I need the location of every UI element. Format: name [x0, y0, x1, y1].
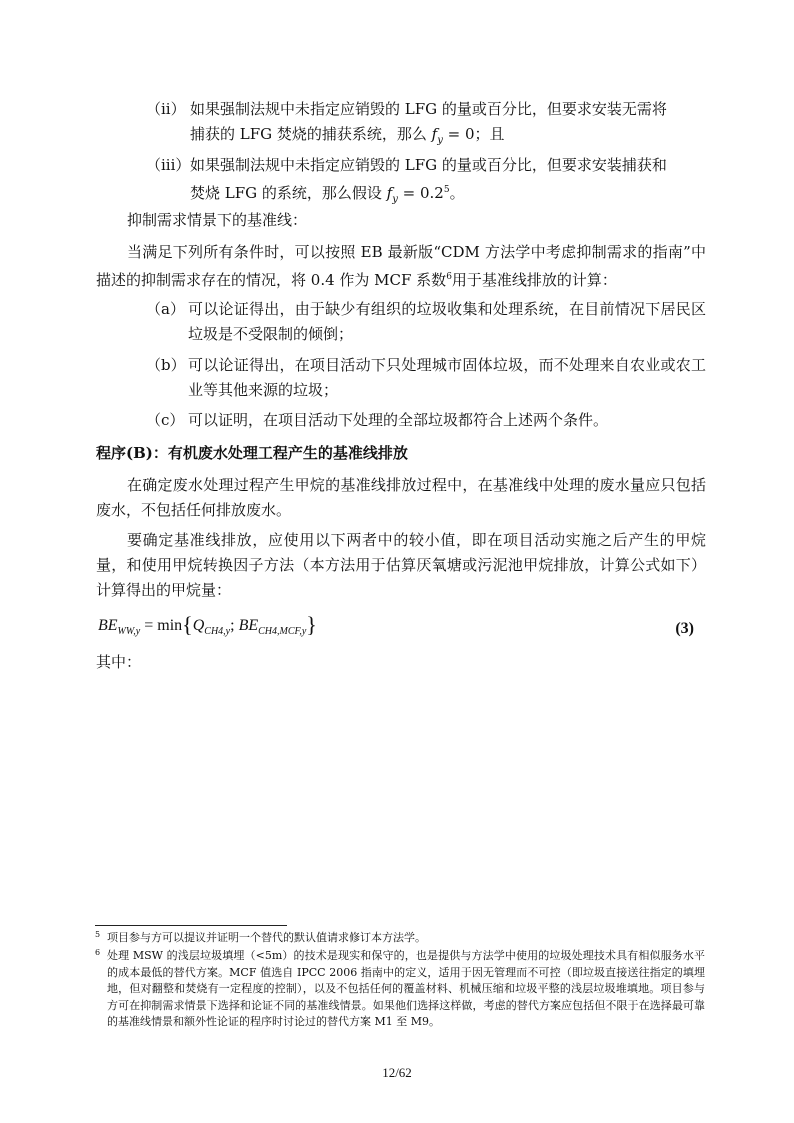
- list-item-text: 如果强制法规中未指定应销毁的 LFG 的量或百分比，但要求安装无需将: [190, 100, 667, 118]
- footnote-5: [95, 930, 705, 947]
- list-item-text-end: 。: [449, 184, 465, 202]
- list-marker: （a）: [146, 300, 185, 318]
- variable-f: f: [386, 184, 393, 202]
- suppressed-intro-paragraph: [96, 240, 706, 293]
- list-item-ii: [146, 97, 706, 153]
- variable-f: f: [431, 125, 438, 143]
- formula-separator: ;: [230, 617, 239, 634]
- variable-subscript: y: [437, 135, 443, 146]
- formula-be: BE: [98, 617, 118, 634]
- left-brace-icon: {: [182, 612, 193, 637]
- formula-q-subscript: CH4,y: [204, 626, 231, 638]
- list-marker: （b）: [146, 356, 186, 374]
- footnote-ref[interactable]: 5: [443, 185, 450, 195]
- intro-text-end: 用于基准线排放的计算：: [451, 271, 617, 289]
- footnote-text: 项目参与方可以提议并证明一个替代的默认值请求修订本方法学。: [107, 931, 426, 944]
- procedure-b-heading: 程序(B)：有机废水处理工程产生的基准线排放: [96, 444, 408, 462]
- condition-b: [146, 353, 706, 403]
- suppressed-baseline-heading: 抑制需求情景下的基准线：: [127, 211, 308, 229]
- list-marker: （ii）: [146, 100, 186, 118]
- formula-q: Q: [192, 617, 205, 634]
- list-item-text-cont: 焚烧 LFG 的系统，那么假设: [190, 184, 387, 202]
- condition-text: 可以论证得出，在项目活动下只处理城市固体垃圾，而不处理来自农业或农工业等其他来源的垃圾；: [188, 356, 706, 399]
- condition-c: [146, 408, 706, 433]
- list-item-iii: [146, 153, 706, 212]
- right-brace-icon: }: [306, 612, 317, 637]
- footnote-mark: 5: [95, 930, 101, 939]
- list-item-text-end: = 0；且: [442, 125, 505, 143]
- footnote-text: 处理 MSW 的浅层垃圾填埋（<5m）的技术是现实和保守的，也是提供与方法学中使用的垃圾处理技术具有相似服务水平的成本最低的替代方案。MCF 值选自 IPCC 2006 指南中的定义，适用于因无管理而不可控（即垃圾直接送往指定的填埋地，但对翻整和焚烧有一定程度的控制），以及不包括任何的覆盖材料、机械压缩和垃圾平整的浅层垃圾堆填地。项目参与方可在抑制需求情景下选择和论证不同的基准线情景。如果他们选择这样做，考虑的替代方案应包括但不限于在选择最可靠的基准线情景和额外性论证的程序时讨论过的替代方案 M1 至 M9。: [107, 949, 705, 1028]
- footnote-6: [95, 948, 705, 1031]
- equation-number: (3): [675, 620, 694, 637]
- condition-a: [146, 297, 706, 347]
- formula-be2-subscript: CH4,MCF,y: [258, 626, 307, 638]
- footnote-ref[interactable]: 6: [446, 272, 452, 282]
- footnote-mark: 6: [95, 948, 101, 957]
- list-item-text-cont: 捕获的 LFG 焚烧的捕获系统，那么: [190, 125, 432, 143]
- formula-be2: BE: [238, 617, 259, 634]
- formula-min: = min: [140, 617, 183, 634]
- footnote-divider: [95, 925, 287, 926]
- formula-be-subscript: WW,y: [117, 626, 141, 638]
- condition-text: 可以论证得出，由于缺少有组织的垃圾收集和处理系统，在目前情况下居民区垃圾是不受限制的倾倒；: [188, 300, 706, 343]
- wastewater-paragraph: 在确定废水处理过程产生甲烷的基准线排放过程中，在基准线中处理的废水量应只包括废水，不包括任何排放废水。: [96, 476, 706, 519]
- intro-text: 当满足下列所有条件时，可以按照 EB 最新版“CDM 方法学中考虑抑制需求的指南”中描述的抑制需求存在的情况，将 0.4 作为 MCF 系数: [96, 243, 706, 289]
- baseline-paragraph: 要确定基准线排放，应使用以下两者中的较小值，即在项目活动实施之后产生的甲烷量，和使用甲烷转换因子方法（本方法用于估算厌氧塘或污泥池甲烷排放，计算公式如下）计算得出的甲烷量：: [96, 531, 706, 599]
- condition-text: 可以证明，在项目活动下处理的全部垃圾都符合上述两个条件。: [188, 411, 609, 429]
- page-number: 12/62: [382, 1065, 412, 1080]
- list-marker: （iii）: [146, 156, 191, 174]
- list-marker: （c）: [146, 411, 185, 429]
- list-item-text: 如果强制法规中未指定应销毁的 LFG 的量或百分比，但要求安装捕获和: [190, 156, 667, 174]
- list-item-text-value: = 0.2: [397, 184, 444, 202]
- variable-subscript: y: [392, 194, 398, 205]
- formula-3: [98, 612, 698, 642]
- where-label: 其中：: [96, 653, 142, 671]
